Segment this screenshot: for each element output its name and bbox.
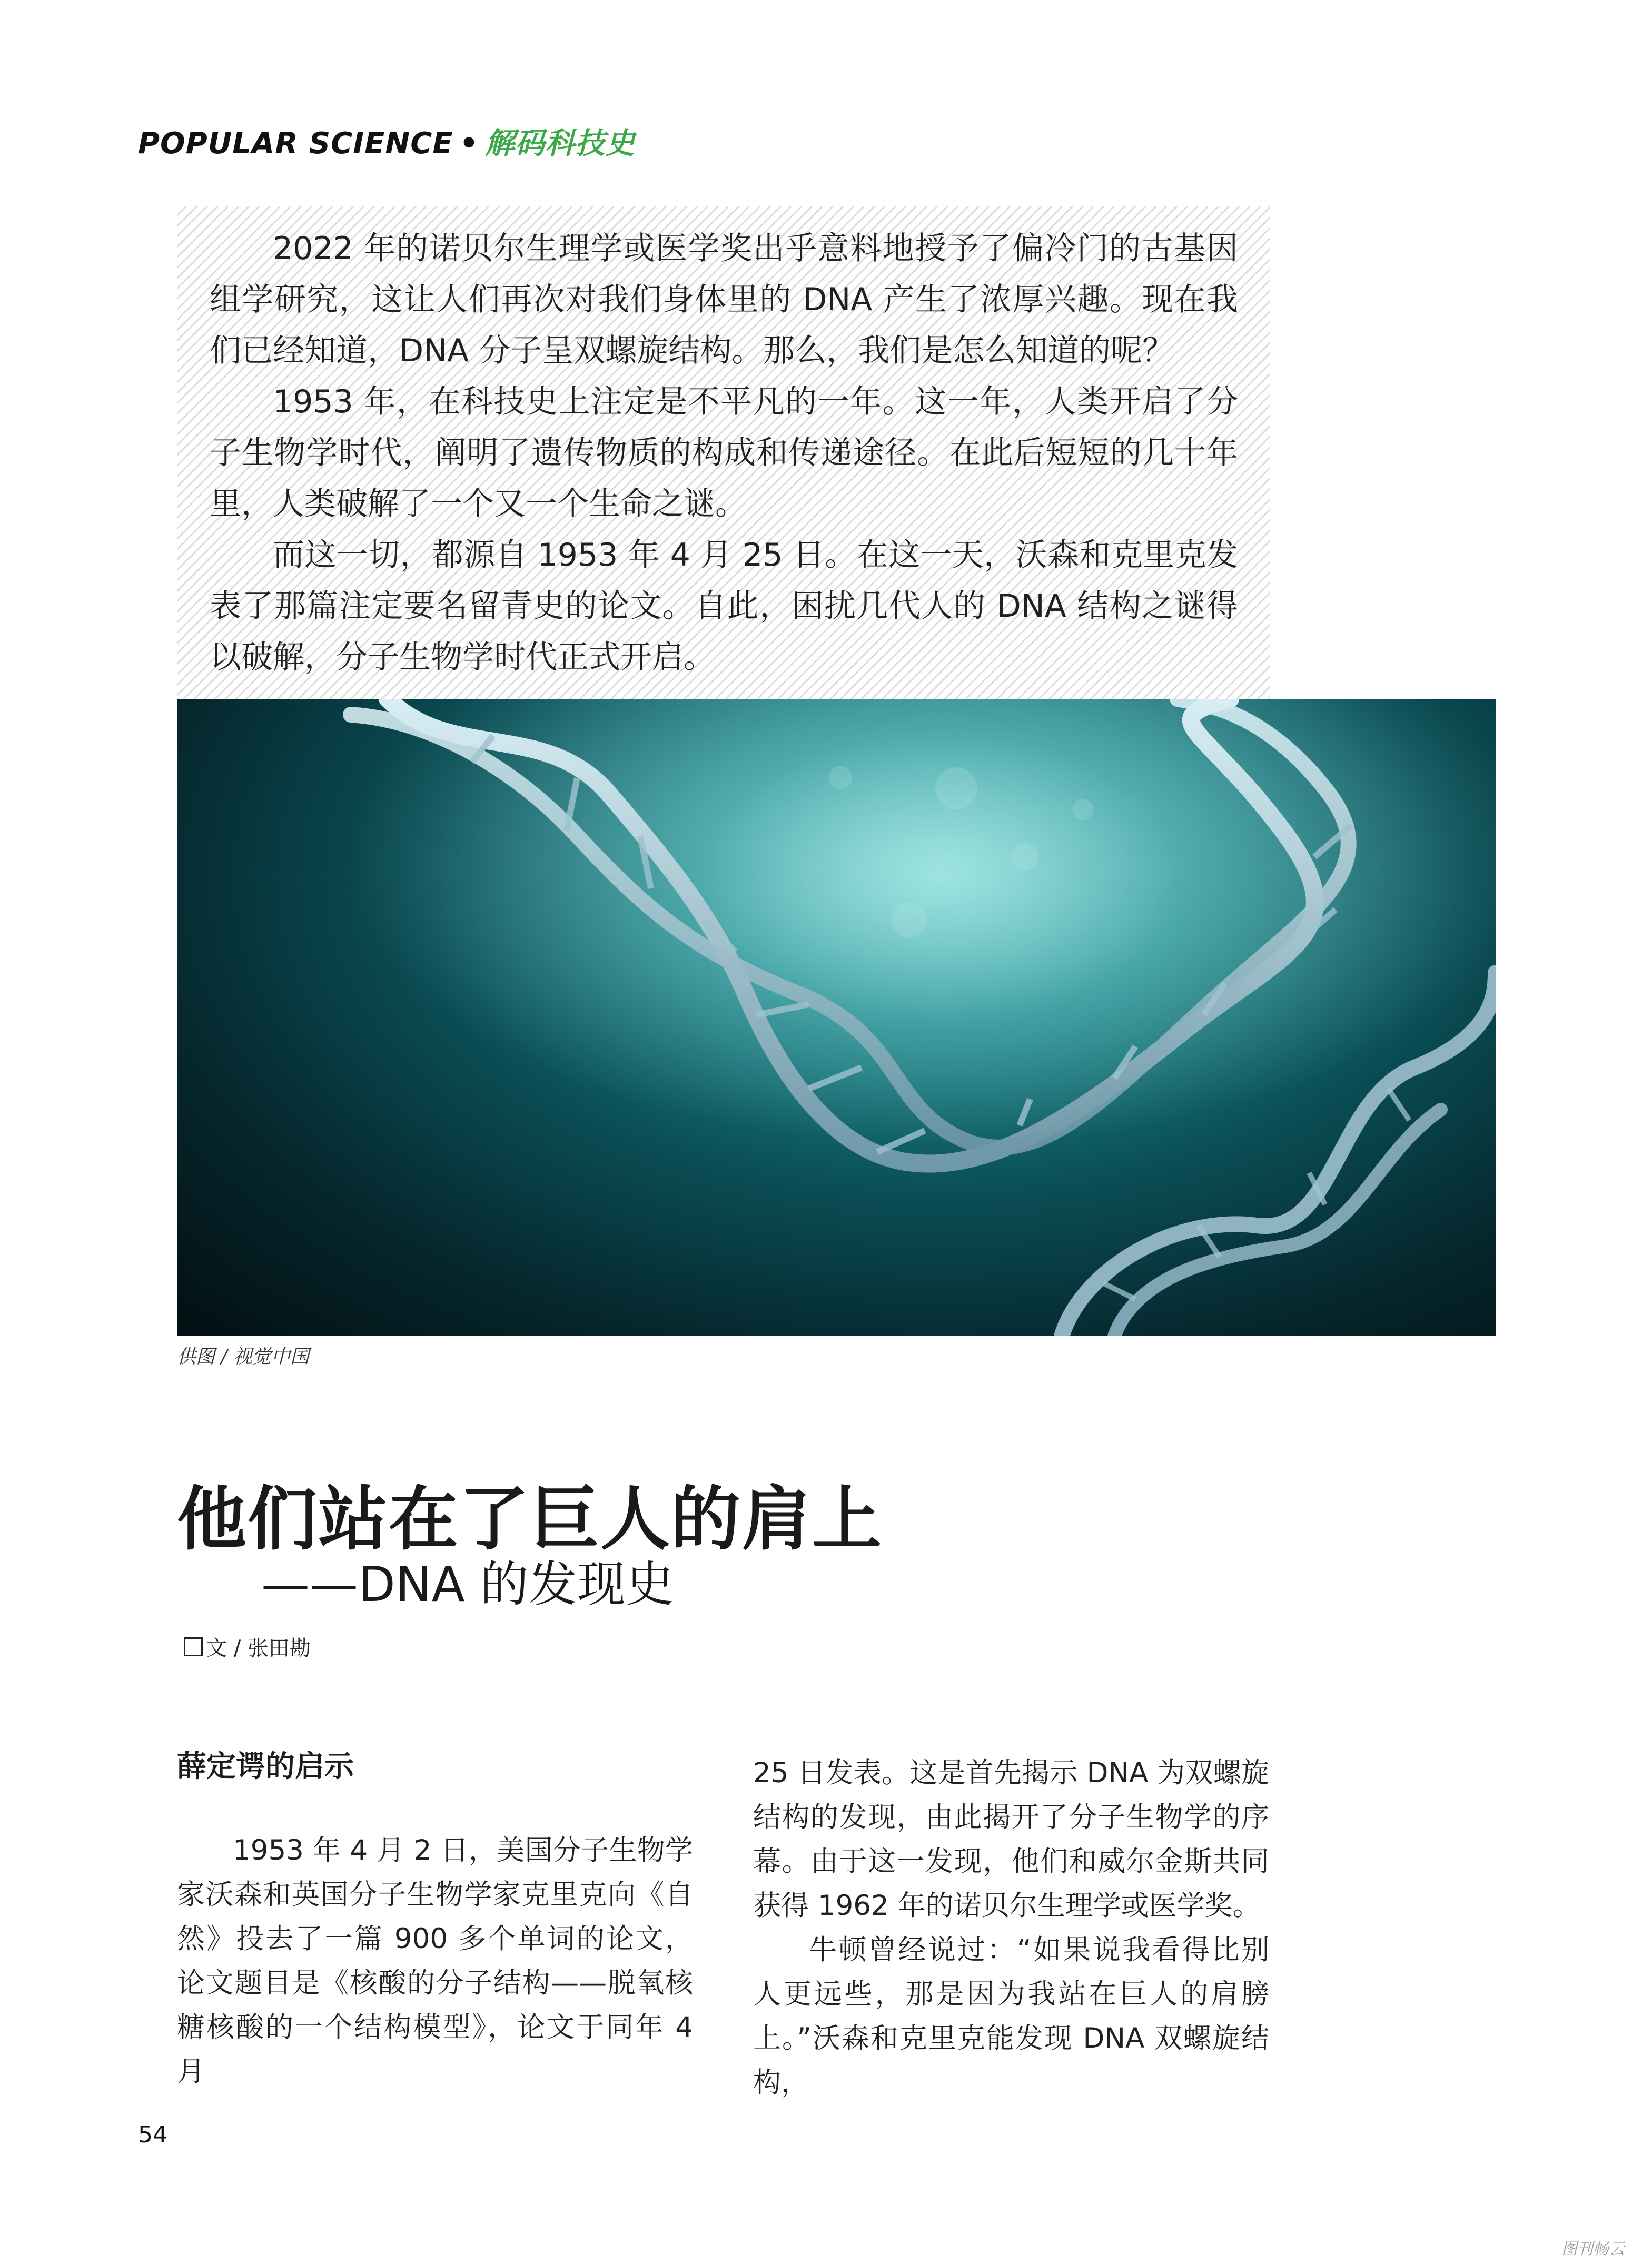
article-title: 他们站在了巨人的肩上	[177, 1479, 883, 1560]
dna-helix-illustration	[177, 699, 1496, 1336]
section-header	[138, 120, 635, 162]
page-number: 54	[138, 2121, 167, 2148]
photo-credit: 供图 / 视觉中国	[177, 1346, 310, 1368]
body-paragraph-continued: 25 日发表。这是首先揭示 DNA 为双螺旋结构的发现，由此揭开了分子生物学的序幕。由于这一发现，他们和威尔金斯共同获得 1962 年的诺贝尔生理学或医学奖。	[753, 1757, 1269, 1922]
section-name-zh: 解码科技史	[485, 126, 636, 161]
intro-box	[177, 206, 1270, 699]
section-name-en: POPULAR SCIENCE	[138, 126, 453, 161]
watermark: 图刊畅云	[1561, 2240, 1625, 2258]
section-heading: 薛定谔的启示	[177, 1750, 354, 1784]
intro-paragraph-3: 而这一切，都源自 1953 年 4 月 25 日。在这一天，沃森和克里克发表了那篇注定要名留青史的论文。自此，困扰几代人的 DNA 结构之谜得以破解，分子生物学时代正式开启。	[210, 537, 1238, 676]
body-paragraph-2: 牛顿曾经说过：“如果说我看得比别人更远些，那是因为我站在巨人的肩膀上。”沃森和克里克能发现 DNA 双螺旋结构，	[753, 1934, 1269, 2099]
byline-box-icon	[184, 1637, 203, 1656]
author-byline	[184, 1632, 311, 1662]
section-separator: •	[459, 126, 479, 161]
author-text: 文 / 张田勘	[206, 1636, 311, 1661]
intro-paragraph-1: 2022 年的诺贝尔生理学或医学奖出乎意料地授予了偏冷门的古基因组学研究，这让人们再次对我们身体里的 DNA 产生了浓厚兴趣。现在我们已经知道，DNA 分子呈双螺旋结构。那么，我们是怎么知道的呢？	[210, 230, 1238, 369]
right-column	[753, 1751, 1269, 2105]
article-subtitle: ——DNA 的发现史	[261, 1556, 674, 1613]
body-paragraph-1: 1953 年 4 月 2 日，美国分子生物学家沃森和英国分子生物学家克里克向《自然》投去了一篇 900 多个单词的论文，论文题目是《核酸的分子结构——脱氧核糖核酸的一个结构模型》，论文于同年 4 月	[177, 1834, 693, 2088]
left-column	[177, 1743, 693, 2094]
intro-paragraph-2: 1953 年，在科技史上注定是不平凡的一年。这一年，人类开启了分子生物学时代，阐明了遗传物质的构成和传递途径。在此后短短的几十年里，人类破解了一个又一个生命之谜。	[210, 383, 1238, 522]
dna-photo	[177, 699, 1496, 1336]
